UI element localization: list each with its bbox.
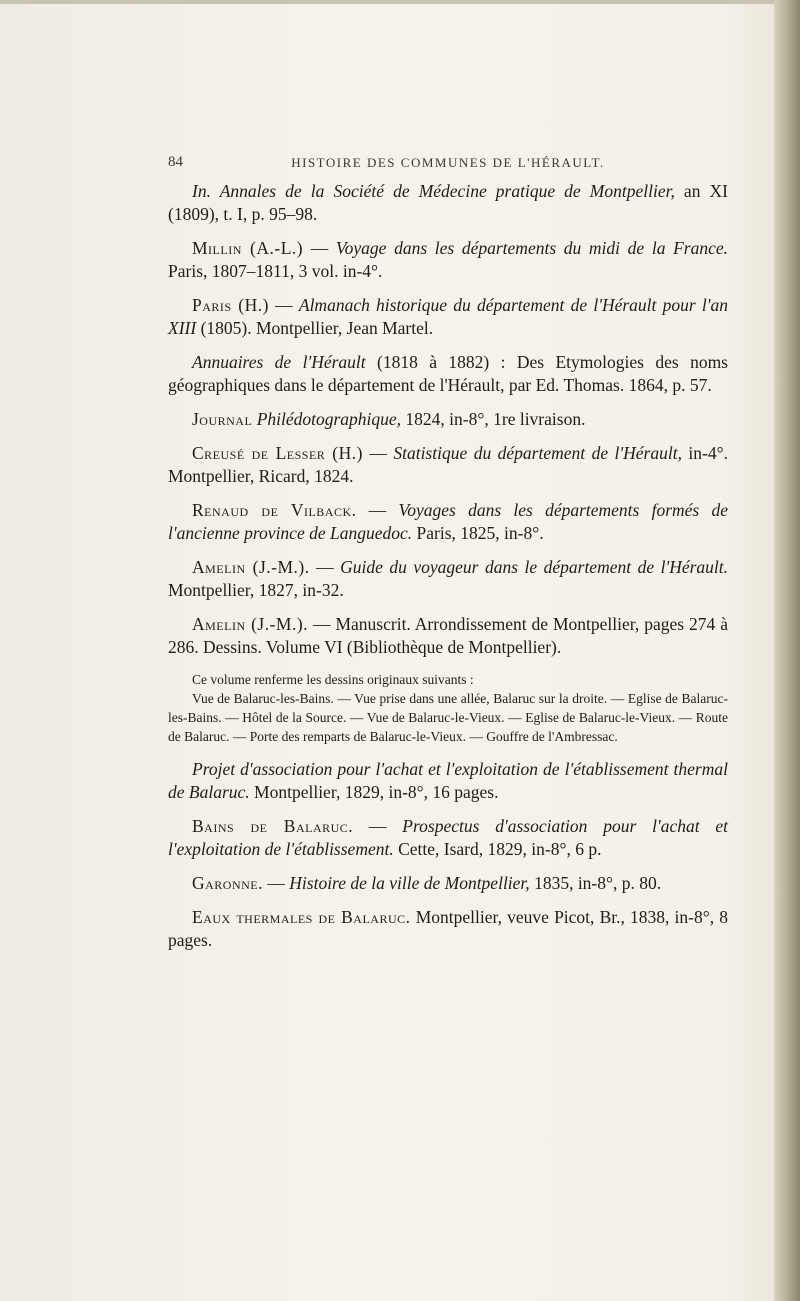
bibliography-entry xyxy=(168,408,728,431)
entry-author: Journal xyxy=(192,409,253,429)
entry-author: Garonne. xyxy=(192,873,264,893)
bibliography-entry xyxy=(168,499,728,545)
bibliography-entry xyxy=(168,442,728,488)
entry-title: Voyages dans les départements formés de l'ancienne province de Languedoc. xyxy=(168,500,728,543)
note-intro: Ce volume renferme les dessins originaux suivants : xyxy=(192,672,474,687)
bibliography-entries-part2 xyxy=(168,758,728,952)
entry-separator: — xyxy=(303,238,336,258)
entry-separator: — xyxy=(268,295,299,315)
entry-details: 1824, in-8°, 1re livraison. xyxy=(401,409,586,429)
entry-author: Creusé de Lesser (H.) xyxy=(192,443,363,463)
entry-details: Paris, 1807–1811, 3 vol. in-4°. xyxy=(168,261,383,281)
entry-author: Bains de Balaruc. xyxy=(192,816,354,836)
volume-note xyxy=(168,670,728,746)
entry-separator: — xyxy=(263,873,290,893)
entry-details: Montpellier, 1829, in-8°, 16 pages. xyxy=(249,782,499,802)
entry-separator: — xyxy=(309,557,341,577)
entry-details: Montpellier, 1827, in-32. xyxy=(168,580,344,600)
page-binding-edge xyxy=(774,0,800,1301)
entry-title: Prospectus d'association pour l'achat et l'exploitation de l'établissement. xyxy=(168,816,729,859)
bibliography-entry xyxy=(168,294,728,340)
bibliography-entry xyxy=(168,872,728,895)
entry-title: Annuaires de l'Hérault xyxy=(192,352,366,372)
entry-author: Paris (H.) xyxy=(192,295,269,315)
bibliography-text xyxy=(168,180,728,963)
entry-separator: — xyxy=(356,500,399,520)
entry-title: Voyage dans les départements du midi de la France. xyxy=(335,238,728,258)
note-body: Vue de Balaruc-les-Bains. — Vue prise dans une allée, Balaruc sur la droite. — Eglise de Balaruc-les-Bains. — Hôtel de la Source. — Vue de Balaruc-le-Vieux. — Eglise de Balaruc-le-Vieux. — Route de Balaruc. — Porte des remparts de Balaruc-le-Vieux. — Gouffre de l'Ambressac. xyxy=(168,691,728,744)
entry-author: Renaud de Vilback. xyxy=(192,500,357,520)
entry-details: in-4°. Montpellier, Ricard, 1824. xyxy=(168,443,728,486)
entry-title: In. Annales de la Société de Médecine pratique de Montpellier, xyxy=(192,181,675,201)
bibliography-entry xyxy=(168,815,728,861)
entry-separator: — xyxy=(362,443,394,463)
entry-author: Millin (A.-L.) xyxy=(192,238,304,258)
entry-title: Statistique du département de l'Hérault, xyxy=(393,443,682,463)
entry-separator: — xyxy=(308,614,336,634)
bibliography-entry xyxy=(168,556,728,602)
entry-details: Montpellier, veuve Picot, Br., 1838, in-8°, 8 pages. xyxy=(168,907,728,950)
entry-details: an XI (1809), t. I, p. 95–98. xyxy=(168,181,728,224)
running-title: HISTOIRE DES COMMUNES DE L'HÉRAULT. xyxy=(291,155,605,170)
bibliography-entry xyxy=(168,180,728,226)
entry-title: Almanach historique du département de l'Hérault pour l'an XIII xyxy=(168,295,728,338)
entry-title: Histoire de la ville de Montpellier, xyxy=(289,873,530,893)
page-number: 84 xyxy=(168,154,183,170)
entry-details: Cette, Isard, 1829, in-8°, 6 p. xyxy=(393,839,602,859)
entry-details: Manuscrit. Arrondissement de Montpellier, pages 274 à 286. Dessins. Volume VI (Bibliothèque de Montpellier). xyxy=(168,614,729,657)
entry-details: (1818 à 1882) : Des Etymologies des noms géographiques dans le département de l'Hérault, par Ed. Thomas. 1864, p. 57. xyxy=(168,352,728,395)
bibliography-entry xyxy=(168,906,728,952)
entry-separator: — xyxy=(353,816,403,836)
page-top-edge xyxy=(0,0,790,4)
entry-author: Eaux thermales de Balaruc. xyxy=(192,907,411,927)
entry-title: Guide du voyageur dans le département de l'Hérault. xyxy=(340,557,729,577)
entry-title: Philédotographique, xyxy=(256,409,402,429)
entry-details: 1835, in-8°, p. 80. xyxy=(529,873,662,893)
bibliography-entry xyxy=(168,237,728,283)
entry-details: (1805). Montpellier, Jean Martel. xyxy=(196,318,434,338)
bibliography-entry xyxy=(168,351,728,397)
bibliography-entries-part1 xyxy=(168,180,728,659)
bibliography-entry xyxy=(168,613,728,659)
entry-author: Amelin (J.-M.). xyxy=(192,614,309,634)
entry-author: Amelin (J.-M.). xyxy=(192,557,310,577)
entry-title: Projet d'association pour l'achat et l'exploitation de l'établissement thermal de Balaruc. xyxy=(168,759,728,802)
bibliography-entry xyxy=(168,758,728,804)
entry-details: Paris, 1825, in-8°. xyxy=(412,523,544,543)
